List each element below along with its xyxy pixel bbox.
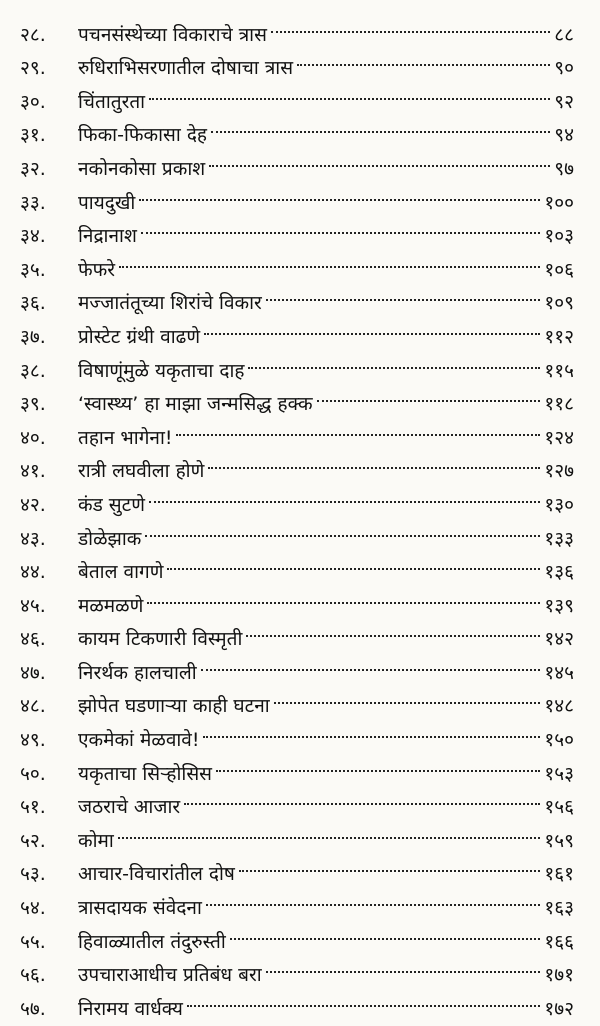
toc-entry-title: कंड सुटणे bbox=[78, 493, 145, 516]
dot-leader bbox=[246, 612, 540, 646]
toc-entry-number: ५७. bbox=[20, 997, 46, 1020]
dot-leader bbox=[266, 276, 541, 310]
toc-entry bbox=[20, 7, 574, 46]
toc-entry-page: ११२ bbox=[544, 325, 574, 348]
toc-entry-title: नकोनकोसा प्रकाश bbox=[78, 157, 206, 180]
toc-entry-page: १५० bbox=[544, 729, 574, 752]
toc-entry-title: फिका-फिकासा देह bbox=[78, 124, 208, 147]
dot-leader bbox=[230, 914, 541, 948]
toc-entry-title: डोळेझाक bbox=[78, 527, 142, 550]
toc-entry-title: एकमेकां मेळवावे! bbox=[78, 729, 200, 752]
dot-leader bbox=[297, 41, 550, 75]
toc-entry-title: यकृताचा सिऱ्होसिस bbox=[78, 762, 213, 785]
toc-entry-number: ५४. bbox=[20, 897, 46, 920]
toc-entry-page: १७२ bbox=[544, 997, 574, 1020]
dot-leader bbox=[141, 209, 540, 243]
toc-entry-number: ४०. bbox=[20, 426, 46, 449]
dot-leader bbox=[211, 108, 550, 142]
toc-entry-page: ११५ bbox=[544, 359, 574, 382]
toc-entry-page: ८८ bbox=[554, 23, 574, 46]
dot-leader bbox=[118, 813, 541, 847]
toc-entry-number: ४३. bbox=[20, 527, 46, 550]
toc-entry-title: पचनसंस्थेच्या विकाराचे त्रास bbox=[78, 23, 267, 46]
toc-entry-title: कोमा bbox=[78, 829, 114, 852]
dot-leader bbox=[149, 74, 550, 108]
dot-leader bbox=[187, 981, 540, 1015]
toc-entry-title: रात्री लघवीला होणे bbox=[78, 460, 205, 483]
toc-entry-page: १०० bbox=[544, 191, 574, 214]
toc-entry-title: त्रासदायक संवेदना bbox=[78, 897, 202, 920]
toc-entry-number: ३०. bbox=[20, 90, 46, 113]
toc-entry-number: ५५. bbox=[20, 930, 46, 953]
toc-entry-title: जठराचे आजार bbox=[78, 796, 181, 819]
toc-entry-number: ३७. bbox=[20, 325, 46, 348]
toc-entry-page: ९४ bbox=[554, 124, 574, 147]
dot-leader bbox=[271, 7, 550, 41]
toc-entry-title: रुधिराभिसरणातील दोषाचा त्रास bbox=[78, 57, 294, 80]
toc-entry-number: ५२. bbox=[20, 829, 46, 852]
toc-entry-number: ३८. bbox=[20, 359, 46, 382]
toc-entry-title: मळमळणे bbox=[78, 594, 144, 617]
toc-entry-page: ९२ bbox=[554, 90, 574, 113]
toc-entry-page: १०९ bbox=[544, 292, 574, 315]
toc-entry-number: ३५. bbox=[20, 258, 46, 281]
toc-entry-number: ४८. bbox=[20, 695, 46, 718]
dot-leader bbox=[139, 175, 540, 209]
dot-leader bbox=[149, 477, 540, 511]
toc-entry-number: ३६. bbox=[20, 292, 46, 315]
toc-entry-title: प्रोस्टेट ग्रंथी वाढणे bbox=[78, 325, 201, 348]
dot-leader bbox=[208, 444, 540, 478]
toc-entry-page: १३३ bbox=[544, 527, 574, 550]
toc-entry-page: १२७ bbox=[544, 460, 574, 483]
dot-leader bbox=[176, 410, 540, 444]
toc-entry-page: १०३ bbox=[544, 225, 574, 248]
toc-entry-number: ४६. bbox=[20, 628, 46, 651]
dot-leader bbox=[239, 847, 541, 881]
toc-entry-page: १६१ bbox=[544, 863, 574, 886]
toc-entry-page: १२४ bbox=[544, 426, 574, 449]
dot-leader bbox=[201, 645, 541, 679]
dot-leader bbox=[204, 309, 540, 343]
toc-entry-page: १४५ bbox=[544, 661, 574, 684]
toc-entry-title: ‘स्वास्थ्य’ हा माझा जन्मसिद्ध हक्क bbox=[78, 393, 313, 416]
toc-entry-page: १३० bbox=[544, 493, 574, 516]
dot-leader bbox=[184, 780, 540, 814]
toc-entry-page: ९० bbox=[554, 57, 574, 80]
toc-entry-page: १३६ bbox=[544, 561, 574, 584]
dot-leader bbox=[147, 578, 540, 612]
toc-entry-number: २९. bbox=[20, 57, 46, 80]
toc-entry-number: ४७. bbox=[20, 661, 46, 684]
dot-leader bbox=[248, 343, 540, 377]
toc-entry-title: पायदुखी bbox=[78, 191, 136, 214]
toc-entry-page: १६३ bbox=[544, 897, 574, 920]
toc-entry-title: तहान भागेना! bbox=[78, 426, 173, 449]
toc-entry-title: आचार-विचारांतील दोष bbox=[78, 863, 235, 886]
toc-entry-title: विषाणूंमुळे यकृताचा दाह bbox=[78, 359, 245, 382]
toc-entry-title: हिवाळ्यातील तंदुरुस्ती bbox=[78, 930, 226, 953]
toc-entry-page: १४८ bbox=[544, 695, 574, 718]
dot-leader bbox=[203, 712, 540, 746]
dot-leader bbox=[209, 141, 550, 175]
toc-entry-page: १५९ bbox=[544, 829, 574, 852]
toc-entry-title: निरर्थक हालचाली bbox=[78, 661, 197, 684]
toc-entry-page: १६६ bbox=[544, 930, 574, 953]
dot-leader bbox=[145, 511, 540, 545]
toc-entry-number: ४५. bbox=[20, 594, 46, 617]
toc-entry-number: ३२. bbox=[20, 157, 46, 180]
toc-entry-title: निद्रानाश bbox=[78, 225, 137, 248]
toc-entry-page: १३९ bbox=[544, 594, 574, 617]
toc-entry-number: ३४. bbox=[20, 225, 46, 248]
toc-entry-number: ५६. bbox=[20, 964, 46, 987]
toc-entry-title: फेफरे bbox=[78, 258, 116, 281]
toc-entry-page: १७१ bbox=[544, 964, 574, 987]
toc-entry-page: १०६ bbox=[544, 258, 574, 281]
toc-entry-page: १५३ bbox=[544, 762, 574, 785]
dot-leader bbox=[266, 948, 541, 982]
dot-leader bbox=[206, 880, 540, 914]
dot-leader bbox=[274, 679, 541, 713]
toc-entry-title: झोपेत घडणाऱ्या काही घटना bbox=[78, 695, 270, 718]
toc-entry-number: ४२. bbox=[20, 493, 46, 516]
toc-entry-number: ५०. bbox=[20, 762, 46, 785]
toc-entry-number: ३१. bbox=[20, 124, 46, 147]
toc-entry-page: १४२ bbox=[544, 628, 574, 651]
toc-entry-number: ३९. bbox=[20, 393, 46, 416]
toc-entry-page: १५६ bbox=[544, 796, 574, 819]
toc-entry-title: निरामय वार्धक्य bbox=[78, 997, 183, 1020]
dot-leader bbox=[216, 746, 540, 780]
toc-entry-page: ९७ bbox=[554, 157, 574, 180]
toc-entry-title: चिंतातुरता bbox=[78, 90, 146, 113]
toc-entry-number: ५३. bbox=[20, 863, 46, 886]
toc-entry-title: मज्जातंतूच्या शिरांचे विकार bbox=[78, 292, 262, 315]
toc-entry-title: कायम टिकणारी विस्मृती bbox=[78, 628, 243, 651]
dot-leader bbox=[119, 242, 540, 276]
dot-leader bbox=[317, 377, 541, 411]
toc-entry-title: उपचाराआधीच प्रतिबंध बरा bbox=[78, 964, 262, 987]
toc-entry-number: ४४. bbox=[20, 561, 46, 584]
dot-leader bbox=[167, 545, 540, 579]
toc-entry-page: ११८ bbox=[544, 393, 574, 416]
toc-entry-number: ४९. bbox=[20, 729, 46, 752]
toc-entry-number: ५१. bbox=[20, 796, 46, 819]
toc-entry-number: २८. bbox=[20, 23, 46, 46]
toc-entry-number: ३३. bbox=[20, 191, 46, 214]
toc-entry-number: ४१. bbox=[20, 460, 46, 483]
toc-entry-title: बेताल वागणे bbox=[78, 561, 164, 584]
